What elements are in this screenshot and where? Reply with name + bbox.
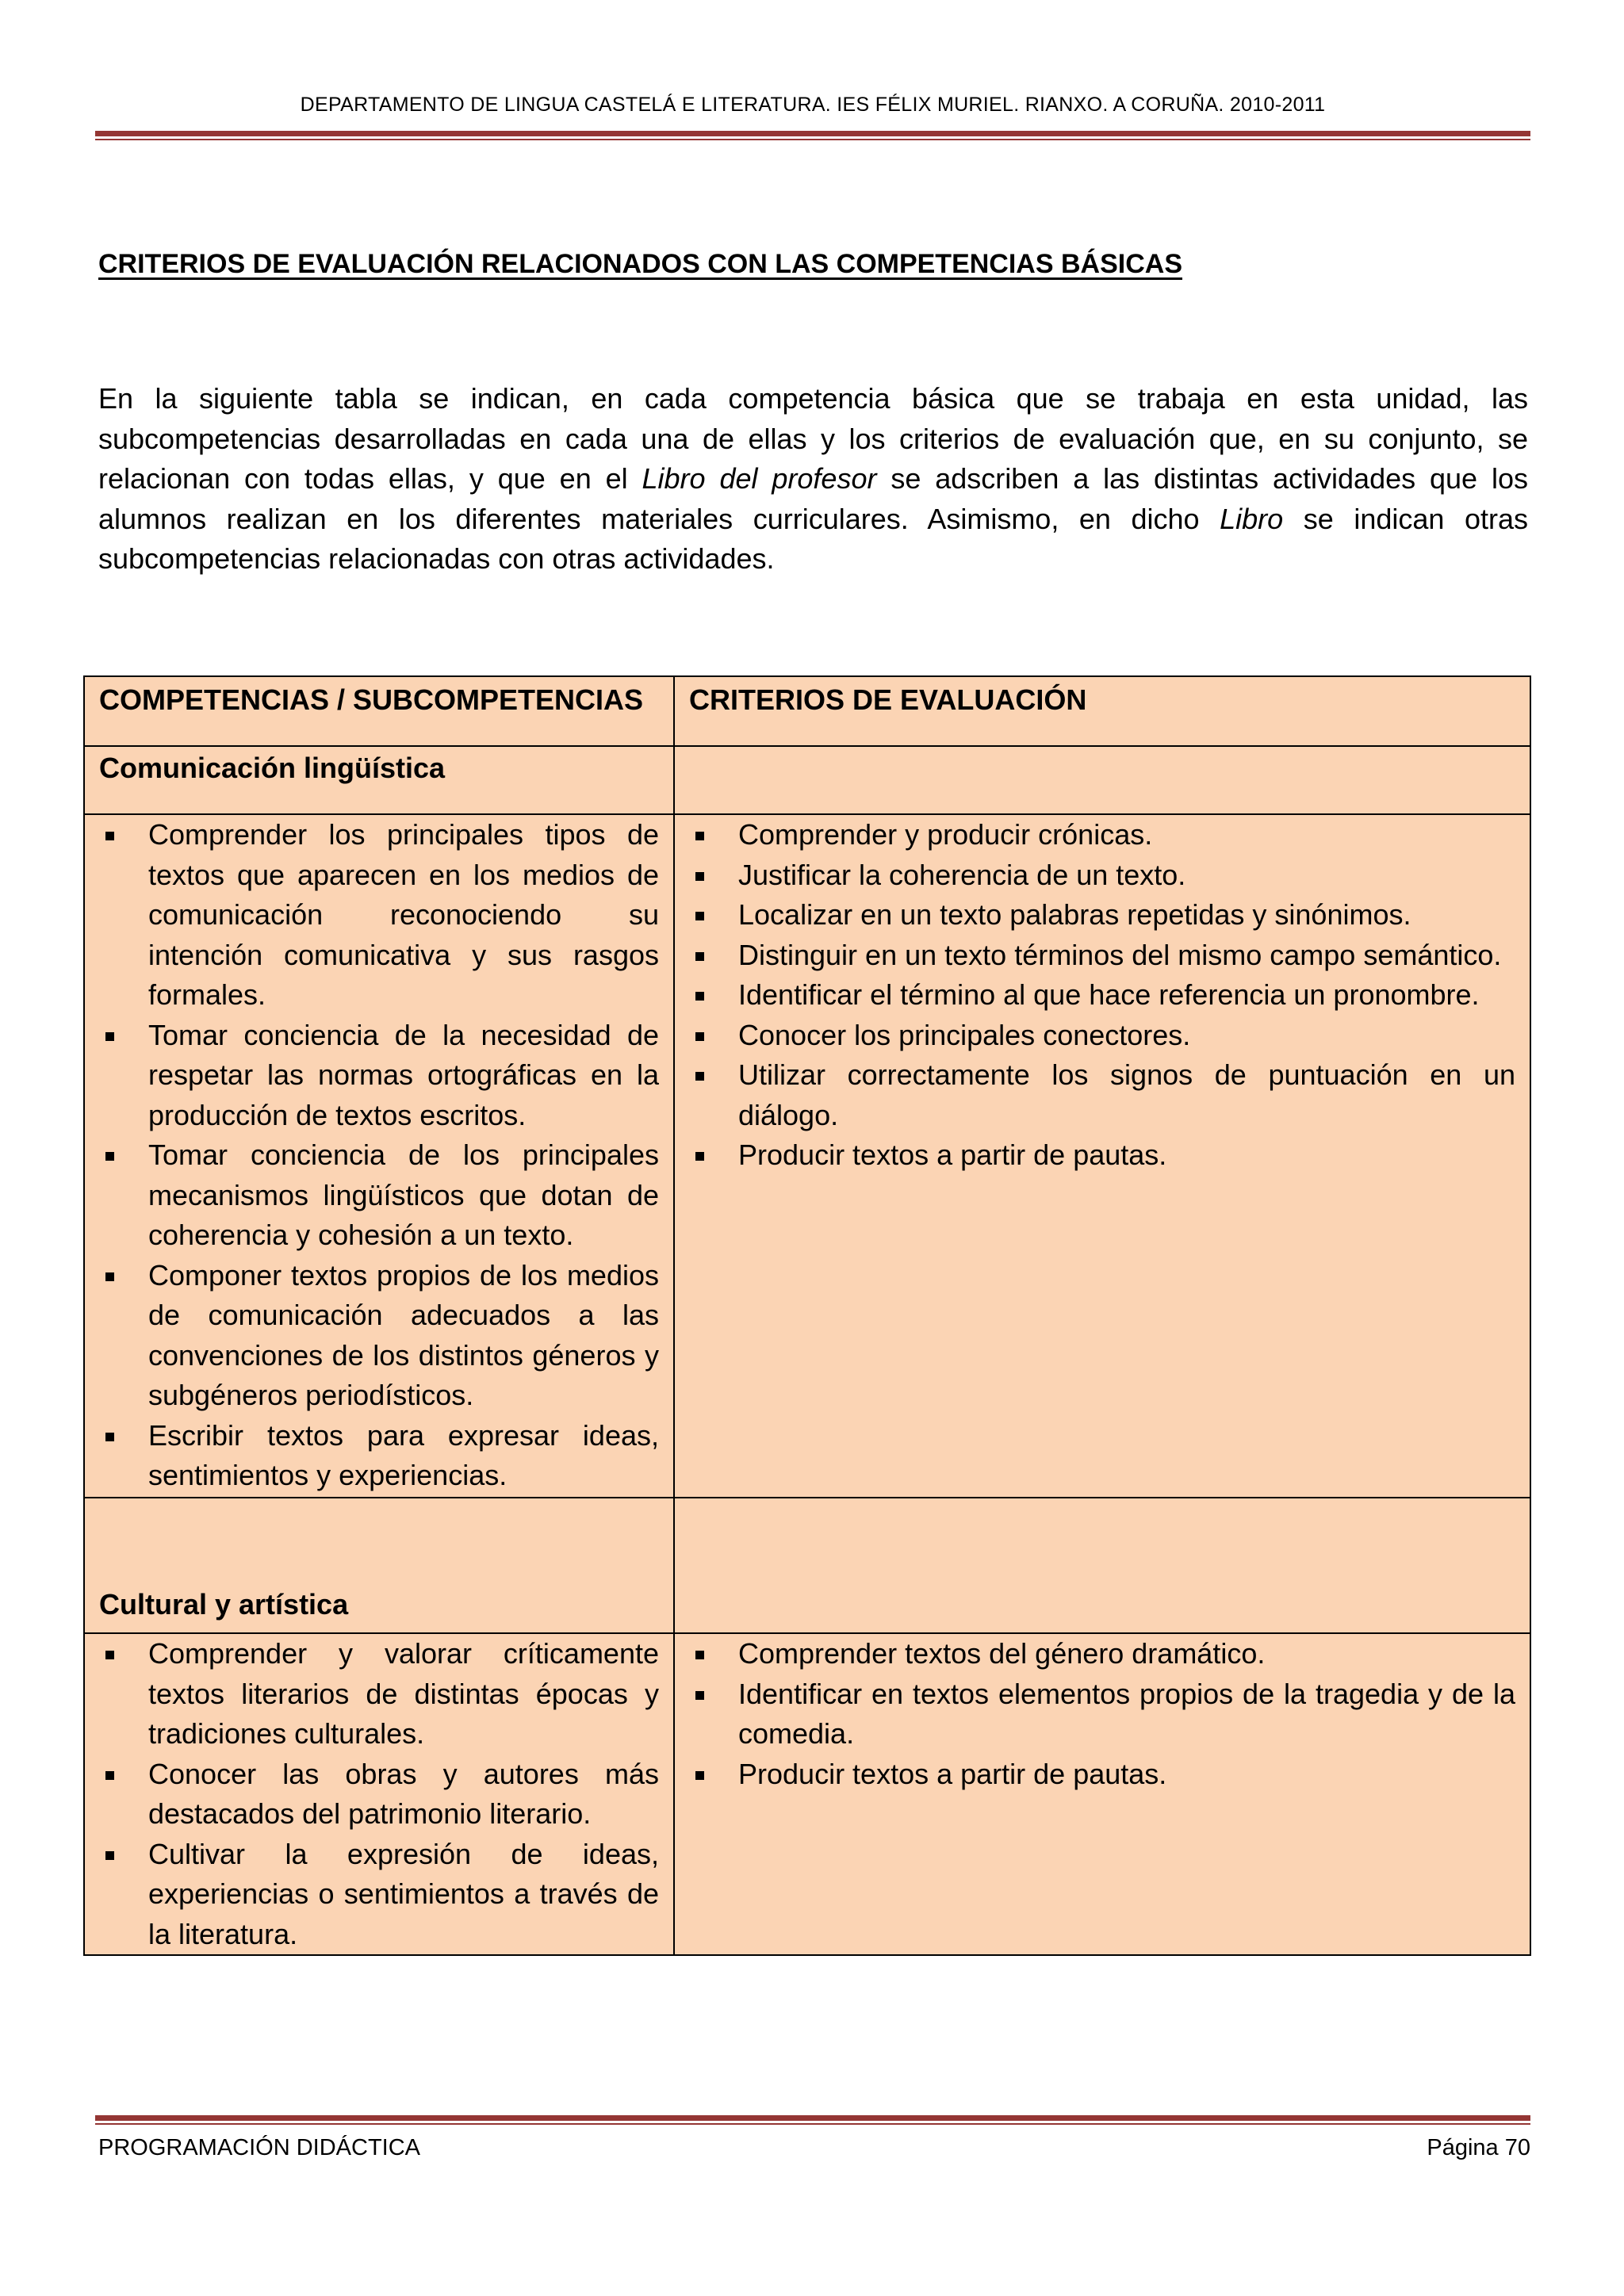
criterios-list <box>689 1634 1515 1794</box>
group-empty-cell <box>674 746 1530 814</box>
list-item: Utilizar correctamente los signos de puntuación en un diálogo. <box>689 1055 1515 1135</box>
col-header-competencias: COMPETENCIAS / SUBCOMPETENCIAS <box>84 676 674 746</box>
list-item: Comprender textos del género dramático. <box>689 1634 1515 1674</box>
list-item: Comprender los principales tipos de textos que aparecen en los medios de comunicación reconociendo su intención comunicativa y sus rasgos formales. <box>99 815 659 1016</box>
page-header: DEPARTAMENTO DE LINGUA CASTELÁ E LITERATURA. IES FÉLIX MURIEL. RIANXO. A CORUÑA. 2010-2011 <box>300 94 1326 116</box>
list-item: Distinguir en un texto términos del mismo campo semántico. <box>689 936 1515 976</box>
group-empty-cell <box>674 1498 1530 1633</box>
list-item: Comprender y producir crónicas. <box>689 815 1515 855</box>
list-item: Producir textos a partir de pautas. <box>689 1135 1515 1176</box>
subcompetencias-list <box>99 815 659 1496</box>
footer-rule-thin <box>95 2123 1530 2125</box>
subcompetencias-cell <box>84 814 674 1498</box>
list-item: Tomar conciencia de los principales mecanismos lingüísticos que dotan de coherencia y cohesión a un texto. <box>99 1135 659 1256</box>
footer-page-number: Página 70 <box>1427 2135 1530 2160</box>
list-item: Conocer los principales conectores. <box>689 1016 1515 1056</box>
criterios-cell <box>674 1633 1530 1955</box>
list-item: Comprender y valorar críticamente textos literarios de distintas épocas y tradiciones culturales. <box>99 1634 659 1755</box>
list-item: Componer textos propios de los medios de comunicación adecuados a las convenciones de los distintos géneros y subgéneros periodísticos. <box>99 1256 659 1416</box>
group-row-comunicacion <box>84 746 1530 814</box>
group-body-cultural <box>84 1633 1530 1955</box>
footer-doc-name: PROGRAMACIÓN DIDÁCTICA <box>98 2135 421 2160</box>
criterios-cell <box>674 814 1530 1498</box>
list-item: Tomar conciencia de la necesidad de respetar las normas ortográficas en la producción de textos escritos. <box>99 1016 659 1136</box>
list-item: Justificar la coherencia de un texto. <box>689 855 1515 896</box>
subcompetencias-cell <box>84 1633 674 1955</box>
section-title: CRITERIOS DE EVALUACIÓN RELACIONADOS CON LAS COMPETENCIAS BÁSICAS <box>98 249 1183 279</box>
subcompetencias-list <box>99 1634 659 1954</box>
intro-italic-libro-profesor: Libro del profesor <box>642 462 877 495</box>
intro-italic-libro: Libro <box>1220 502 1284 535</box>
group-row-cultural <box>84 1498 1530 1633</box>
list-item: Escribir textos para expresar ideas, sentimientos y experiencias. <box>99 1416 659 1496</box>
list-item: Conocer las obras y autores más destacados del patrimonio literario. <box>99 1755 659 1835</box>
list-item: Localizar en un texto palabras repetidas y sinónimos. <box>689 895 1515 936</box>
group-body-comunicacion <box>84 814 1530 1498</box>
criterios-list <box>689 815 1515 1176</box>
table-header-row <box>84 676 1530 746</box>
header-rule-thick <box>95 131 1530 136</box>
footer-rule-thick <box>95 2115 1530 2121</box>
intro-paragraph: En la siguiente tabla se indican, en cada competencia básica que se trabaja en esta unidad, las subcompetencias desarrolladas en cada una de ellas y los criterios de evaluación que, en su conjunto, se relacionan con todas ellas, y que en el Libro del profesor se adscriben a las distintas actividades que los alumnos realizan en los diferentes materiales curriculares. Asimismo, en dicho Libro se indican otras subcompetencias relacionadas con otras actividades. <box>98 382 1528 575</box>
header-rule-thin <box>95 139 1530 140</box>
group-name: Cultural y artística <box>84 1498 674 1633</box>
criteria-table <box>83 675 1531 1956</box>
list-item: Cultivar la expresión de ideas, experiencias o sentimientos a través de la literatura. <box>99 1835 659 1955</box>
group-name: Comunicación lingüística <box>84 746 674 814</box>
list-item: Identificar el término al que hace referencia un pronombre. <box>689 975 1515 1016</box>
list-item: Identificar en textos elementos propios de la tragedia y de la comedia. <box>689 1674 1515 1755</box>
col-header-criterios: CRITERIOS DE EVALUACIÓN <box>674 676 1530 746</box>
list-item: Producir textos a partir de pautas. <box>689 1755 1515 1795</box>
